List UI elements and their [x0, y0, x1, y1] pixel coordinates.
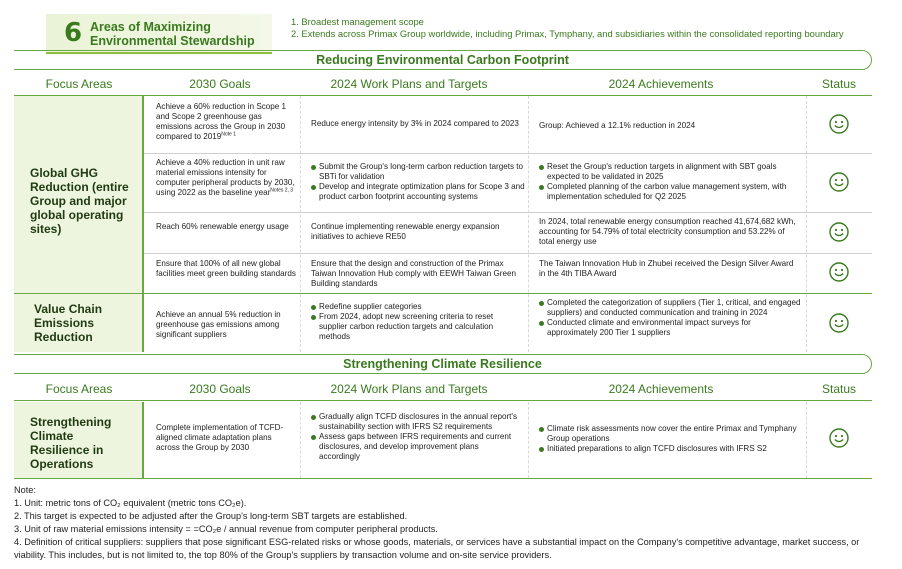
- plan-item: Assess gaps between IFRS requirements and current disclosures, and develop improvement plans accordingly: [311, 432, 521, 462]
- col-2024-plans: 2024 Work Plans and Targets: [330, 382, 488, 396]
- col-2030-goals: 2030 Goals: [189, 77, 251, 91]
- smiley-face-icon: [829, 262, 849, 282]
- table-bottom-line: [14, 478, 872, 479]
- plan-item: Develop and integrate optimization plans for Scope 3 and product carbon footprint accounting systems: [311, 182, 527, 202]
- col-status: Status: [821, 382, 857, 396]
- focus-label-ghg: Global GHG Reduction (entire Group and major global operating sites): [30, 166, 129, 236]
- goal-text-r1: Achieve a 60% reduction in Scope 1 and Scope 2 greenhouse gas emissions across the Group in 2030 compared to 2019: [156, 102, 287, 141]
- achievement-item: Reset the Group's reduction targets in alignment with SBT goals expected to be validated in 2025: [539, 162, 801, 182]
- goal-cell-r1: [156, 102, 296, 142]
- goal-cell-r3: Reach 60% renewable energy usage: [156, 222, 289, 231]
- footnotes: [14, 484, 890, 562]
- row-divider-group: [14, 293, 872, 294]
- goal-cell-r4: Ensure that 100% of all new global facilities meet green building standards: [156, 259, 296, 278]
- achievement-cell-r2: [539, 162, 801, 202]
- header-note-2: 2. Extends across Primax Group worldwide, including Primax, Tymphany, and subsidiaries within the consolidated reporting boundary: [291, 28, 844, 39]
- achievement-cell-r6: [539, 424, 801, 454]
- plan-cell-r2: [311, 162, 527, 202]
- plan-item: Gradually align TCFD disclosures in the annual report's sustainability section with IFRS S2 requirements: [311, 412, 521, 432]
- col-2024-achievements: 2024 Achievements: [608, 77, 714, 91]
- focus-label-value-chain: Value Chain Emissions Reduction: [34, 302, 103, 344]
- plan-item: Submit the Group's long-term carbon reduction targets to SBTi for validation: [311, 162, 527, 182]
- footnote-1: 1. Unit: metric tons of CO₂ equivalent (metric tons CO₂e).: [14, 498, 247, 508]
- header-note-1: 1. Broadest management scope: [291, 16, 424, 27]
- focus-cell-climate: [14, 402, 144, 478]
- plan-cell-r5: [311, 302, 521, 342]
- goal-note-r1: Note 1: [221, 131, 236, 138]
- col-status: Status: [821, 77, 857, 91]
- row-divider: [144, 153, 872, 154]
- col-2024-achievements: 2024 Achievements: [608, 382, 714, 396]
- plan-cell-r4: Ensure that the design and construction of the Primax Taiwan Innovation Hub comply with EEWH Taiwan Green Building standards: [311, 259, 516, 288]
- smiley-face-icon: [829, 222, 849, 242]
- section-title-line1: Areas of Maximizing: [90, 20, 211, 34]
- column-separator: [528, 402, 529, 478]
- smiley-face-icon: [829, 313, 849, 333]
- achievement-item: Completed the categorization of suppliers (Tier 1, critical, and engaged suppliers) and conducted communication and training in 2024: [539, 298, 801, 318]
- plan-cell-r3: Continue implementing renewable energy expansion initiatives to achieve RE50: [311, 222, 500, 241]
- section-number: 6: [64, 18, 83, 48]
- plan-item: From 2024, adopt new screening criteria to reset supplier carbon reduction targets and calculation methods: [311, 312, 521, 342]
- section-title: [90, 20, 255, 48]
- achievement-cell-r1: Group: Achieved a 12.1% reduction in 2024: [539, 121, 696, 130]
- footnote-3: 3. Unit of raw material emissions intensity = =CO₂e / annual revenue from computer peripheral products.: [14, 524, 438, 534]
- focus-label-climate: Strengthening Climate Resilience in Operations: [30, 415, 112, 471]
- achievement-item: Climate risk assessments now cover the entire Primax and Tymphany Group operations: [539, 424, 801, 444]
- achievement-item: Conducted climate and environmental impact surveys for approximately 200 Tier 1 suppliers: [539, 318, 801, 338]
- achievement-item: Initiated preparations to align TCFD disclosures with IFRS S2: [539, 444, 801, 454]
- goal-text-r2: Achieve a 40% reduction in unit raw material emissions intensity for computer peripheral products by 2030, using 2022 as the baseline year: [156, 158, 295, 197]
- column-separator: [806, 96, 807, 352]
- plan-item: Redefine supplier categories: [311, 302, 521, 312]
- goal-cell-r6: Complete implementation of TCFD-aligned climate adaptation plans across the Group by 2030: [156, 423, 284, 452]
- column-separator: [300, 402, 301, 478]
- goal-note-r2: Notes 2, 3: [270, 187, 294, 194]
- achievement-cell-r5: [539, 298, 801, 338]
- row-divider: [144, 253, 872, 254]
- page-header: [14, 10, 890, 50]
- plan-cell-r6: [311, 412, 521, 462]
- col-focus-areas: Focus Areas: [45, 382, 113, 396]
- achievement-item: Completed planning of the carbon value management system, with implementation scheduled for Q2 2025: [539, 182, 801, 202]
- achievement-cell-r4: The Taiwan Innovation Hub in Zhubei received the Design Silver Award in the 4th TIBA Award: [539, 259, 794, 278]
- smiley-face-icon: [829, 114, 849, 134]
- smiley-face-icon: [829, 172, 849, 192]
- focus-cell-ghg: [14, 96, 144, 293]
- focus-cell-value-chain: [14, 294, 144, 352]
- achievement-cell-r3: In 2024, total renewable energy consumption reached 41,674,682 kWh, accounting for 54.79% of total electricity consumption and 53.22% of total energy use: [539, 217, 796, 246]
- section-title-box: [46, 14, 272, 54]
- col-2024-plans: 2024 Work Plans and Targets: [330, 77, 488, 91]
- column-separator: [300, 96, 301, 352]
- section-bar-climate: [14, 354, 872, 374]
- smiley-face-icon: [829, 428, 849, 448]
- column-separator: [528, 96, 529, 352]
- footnotes-heading: Note:: [14, 485, 36, 495]
- plan-cell-r1: Reduce energy intensity by 3% in 2024 compared to 2023: [311, 119, 519, 128]
- goal-cell-r5: Achieve an annual 5% reduction in greenhouse gas emissions among significant suppliers: [156, 310, 281, 339]
- header-notes: [291, 16, 844, 40]
- goal-cell-r2: [156, 158, 296, 198]
- col-focus-areas: Focus Areas: [45, 77, 113, 91]
- section-bar-carbon: [14, 50, 872, 70]
- section-heading-carbon: Reducing Environmental Carbon Footprint: [316, 53, 569, 67]
- footnote-2: 2. This target is expected to be adjusted after the Group's long-term SBT targets are established.: [14, 511, 408, 521]
- section-title-line2: Environmental Stewardship: [90, 34, 255, 48]
- row-divider: [144, 212, 872, 213]
- section-heading-climate: Strengthening Climate Resilience: [343, 357, 542, 371]
- col-2030-goals: 2030 Goals: [189, 382, 251, 396]
- footnote-4: 4. Definition of critical suppliers: suppliers that pose significant ESG-related risks or whose goods, materials, or services have a substantial impact on the Company's competitive advantage, market success, or viability. This includes, but is not limited to, the top 80% of the Group's suppliers by transaction volume and on-site service providers.: [14, 537, 860, 560]
- column-separator: [806, 402, 807, 478]
